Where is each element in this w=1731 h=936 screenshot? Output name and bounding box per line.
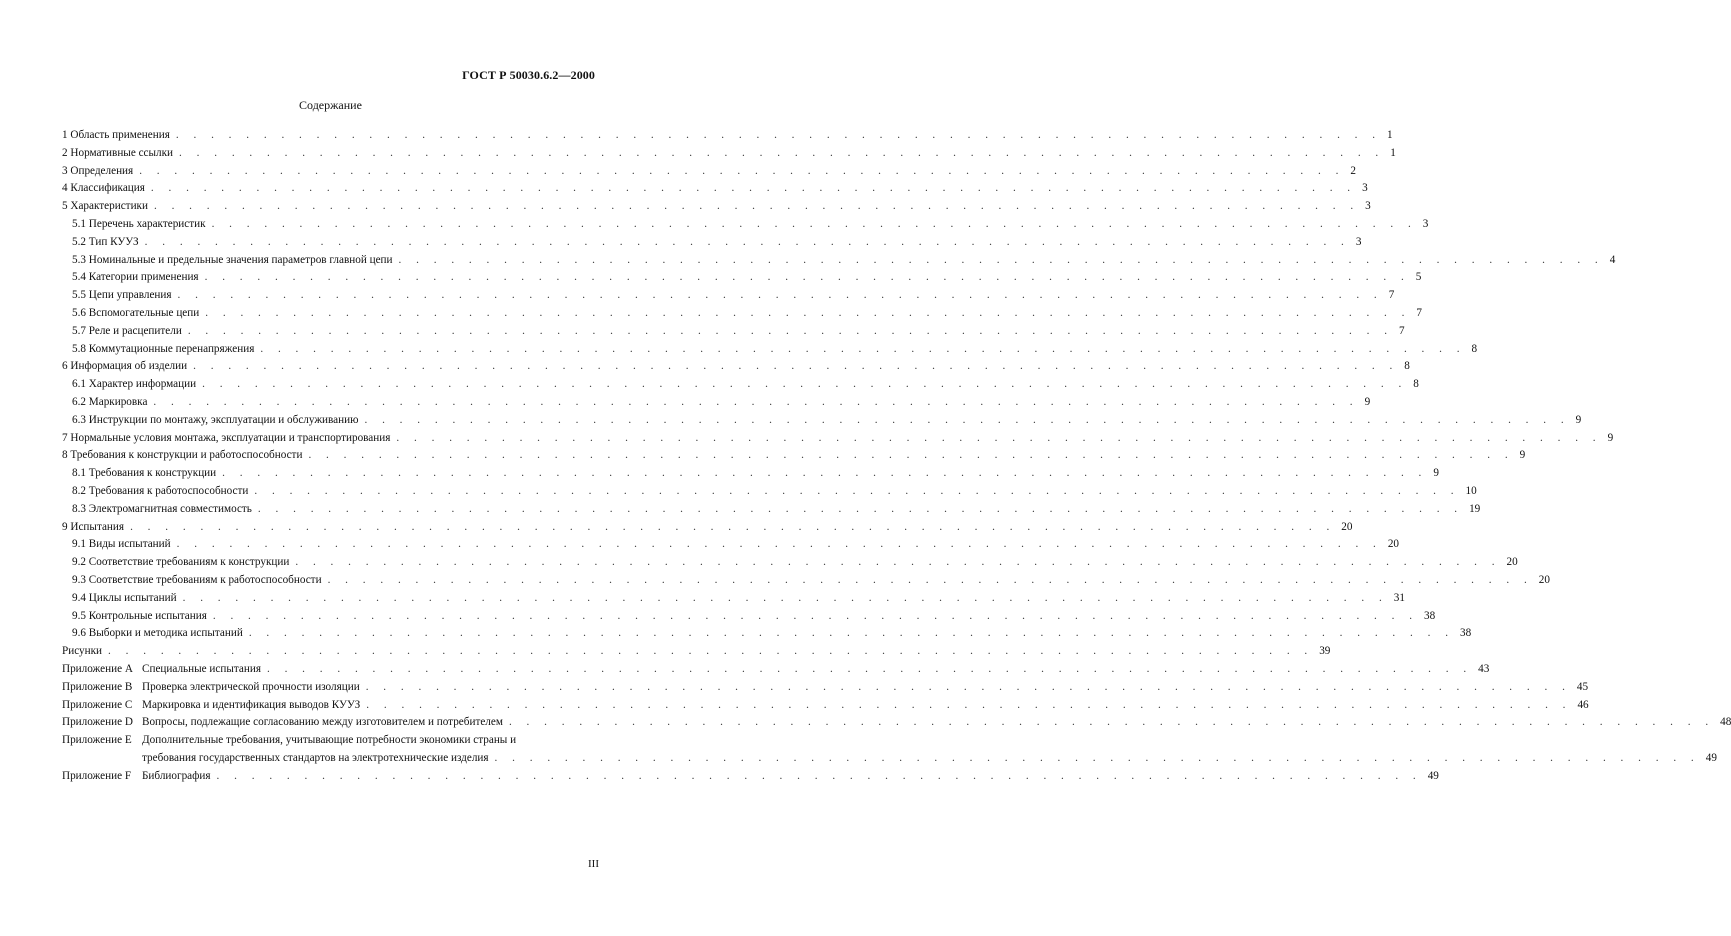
toc-entry-label: 4 Классификация [62, 182, 145, 195]
toc-entry[interactable] [62, 252, 1616, 270]
toc-entry[interactable] [62, 501, 1481, 519]
dot-leader: . . . . . . . . . . . . . . . . . . . . . . . . . . . . . . . . . . . . . . . . . . . . . . . . . . . . . . . . . . . . . . . . . . . . . [176, 538, 1382, 551]
toc-entry-page: 9 [1364, 395, 1371, 408]
toc-entry-page: 20 [1387, 538, 1400, 551]
toc-entry-page: 20 [1506, 556, 1518, 569]
toc-entry-page: 3 [1422, 217, 1429, 230]
dot-leader: . . . . . . . . . . . . . . . . . . . . . . . . . . . . . . . . . . . . . . . . . . . . . . . . . . . . . . . . . . . . . . . . . . . . . [266, 662, 1473, 675]
toc-entry-label: 8.1 Требования к конструкции [72, 467, 217, 480]
dot-leader: . . . . . . . . . . . . . . . . . . . . . . . . . . . . . . . . . . . . . . . . . . . . . . . . . . . . . . . . . . . . . . . . . . . . . [257, 502, 1464, 515]
toc-entry[interactable] [62, 643, 1331, 661]
toc-entry-page: 7 [1399, 324, 1405, 337]
dot-leader: . . . . . . . . . . . . . . . . . . . . . . . . . . . . . . . . . . . . . . . . . . . . . . . . . . . . . . . . . . . . . . . . . . . . . [130, 520, 1336, 533]
dot-leader: . . . . . . . . . . . . . . . . . . . . . . . . . . . . . . . . . . . . . . . . . . . . . . . . . . . . . . . . . . . . . . . . . . . . . [494, 751, 1700, 764]
dot-leader: . . . . . . . . . . . . . . . . . . . . . . . . . . . . . . . . . . . . . . . . . . . . . . . . . . . . . . . . . . . . . . . . . . . . . [308, 449, 1514, 462]
toc-entry-page: 7 [1388, 289, 1395, 302]
toc-entry[interactable] [62, 590, 1405, 608]
appendix-page: 45 [1576, 680, 1589, 693]
toc-entry[interactable] [62, 234, 1362, 252]
toc-entry-page: 4 [1609, 253, 1616, 266]
dot-leader: . . . . . . . . . . . . . . . . . . . . . . . . . . . . . . . . . . . . . . . . . . . . . . . . . . . . . . . . . . . . . . . . . . . . . [212, 609, 1419, 622]
toc-entry-label: 5.5 Цепи управления [72, 289, 172, 302]
toc-entry[interactable] [62, 714, 1731, 732]
toc-entry[interactable] [62, 519, 1353, 537]
toc-entry[interactable] [62, 394, 1371, 412]
toc-entry-page: 8 [1404, 360, 1410, 373]
toc-entry-page: 7 [1416, 306, 1423, 319]
toc-entry-label: 5.7 Реле и расцепители [72, 324, 182, 337]
toc-entry[interactable] [62, 483, 1477, 501]
toc-entry[interactable] [62, 697, 1589, 715]
toc-entry-label: 9.5 Контрольные испытания [72, 609, 207, 622]
toc-entry[interactable] [62, 661, 1490, 679]
toc-entry-page: 5 [1415, 271, 1422, 284]
appendix-page: 49 [1705, 751, 1717, 764]
toc-entry[interactable] [62, 750, 1717, 768]
toc-entry-label: 9.1 Виды испытаний [72, 538, 171, 551]
dot-leader: . . . . . . . . . . . . . . . . . . . . . . . . . . . . . . . . . . . . . . . . . . . . . . . . . . . . . . . . . . . . . . . . . . . . . [175, 129, 1382, 141]
dot-leader: . . . . . . . . . . . . . . . . . . . . . . . . . . . . . . . . . . . . . . . . . . . . . . . . . . . . . . . . . . . . . . . . . . . . . [150, 182, 1357, 195]
toc-entry-page: 20 [1538, 573, 1550, 586]
toc-entry-page: 9 [1607, 431, 1614, 444]
dot-leader: . . . . . . . . . . . . . . . . . . . . . . . . . . . . . . . . . . . . . . . . . . . . . . . . . . . . . . . . . . . . . . . . . . . . . [366, 698, 1572, 711]
dot-leader: . . . . . . . . . . . . . . . . . . . . . . . . . . . . . . . . . . . . . . . . . . . . . . . . . . . . . . . . . . . . . . . . . . . . . [248, 627, 1454, 640]
toc-entry-page: 3 [1362, 182, 1368, 195]
appendix-label: Вопросы, подлежащие согласованию между изготовителем и потребителем [142, 716, 503, 729]
toc-entry[interactable] [62, 465, 1439, 483]
toc-entry-page: 39 [1319, 645, 1331, 658]
toc-entry[interactable] [62, 198, 1371, 216]
toc-entry-label: 9.4 Циклы испытаний [72, 591, 177, 604]
toc-entry-label: 7 Нормальные условия монтажа, эксплуатации и транспортирования [62, 431, 391, 444]
dot-leader: . . . . . . . . . . . . . . . . . . . . . . . . . . . . . . . . . . . . . . . . . . . . . . . . . . . . . . . . . . . . . . . . . . . . . [108, 645, 1314, 658]
toc-entry-page: 1 [1390, 146, 1396, 159]
toc-entry[interactable] [62, 341, 1478, 359]
dot-leader: . . . . . . . . . . . . . . . . . . . . . . . . . . . . . . . . . . . . . . . . . . . . . . . . . . . . . . . . . . . . . . . . . . . . . [153, 395, 1359, 408]
toc-entry-page: 9 [1433, 467, 1439, 480]
toc-entry-label: 9.6 Выборки и методика испытаний [72, 627, 243, 640]
toc-entry-page: 38 [1424, 609, 1436, 622]
toc-entry-label: 5 Характеристики [62, 200, 148, 213]
dot-leader: . . . . . . . . . . . . . . . . . . . . . . . . . . . . . . . . . . . . . . . . . . . . . . . . . . . . . . . . . . . . . . . . . . . . . [364, 413, 1570, 426]
toc-entry[interactable] [62, 323, 1405, 341]
toc-entry-label: 5.4 Категории применения [72, 271, 199, 284]
dot-leader: . . . . . . . . . . . . . . . . . . . . . . . . . . . . . . . . . . . . . . . . . . . . . . . . . . . . . . . . . . . . . . . . . . . . . [327, 573, 1533, 586]
toc-entry-label: 9 Испытания [62, 520, 125, 533]
toc-entry[interactable] [62, 572, 1550, 590]
toc-entry-label: 2 Нормативные ссылки [62, 146, 174, 159]
dot-leader: . . . . . . . . . . . . . . . . . . . . . . . . . . . . . . . . . . . . . . . . . . . . . . . . . . . . . . . . . . . . . . . . . . . . . [179, 146, 1385, 159]
toc-entry-page: 3 [1365, 200, 1371, 213]
dot-leader: . . . . . . . . . . . . . . . . . . . . . . . . . . . . . . . . . . . . . . . . . . . . . . . . . . . . . . . . . . . . . . . . . . . . . [193, 360, 1399, 373]
toc-entry[interactable] [62, 412, 1582, 430]
toc-entry-label: 1 Область применения [62, 129, 170, 141]
appendix-label: Библиография [142, 769, 211, 782]
appendix-page: 43 [1478, 662, 1490, 675]
appendix-label: Специальные испытания [142, 662, 261, 675]
dot-leader: . . . . . . . . . . . . . . . . . . . . . . . . . . . . . . . . . . . . . . . . . . . . . . . . . . . . . . . . . . . . . . . . . . . . . [182, 591, 1388, 604]
appendix-page: 46 [1577, 698, 1589, 711]
toc-entry-label: 5.6 Вспомогательные цепи [72, 306, 200, 319]
toc-entry-page: 8 [1471, 342, 1478, 355]
appendix-prefix: Приложение А [62, 662, 133, 675]
dot-leader: . . . . . . . . . . . . . . . . . . . . . . . . . . . . . . . . . . . . . . . . . . . . . . . . . . . . . . . . . . . . . . . . . . . . . [396, 431, 1602, 444]
toc-entry-label: 6.2 Маркировка [72, 395, 148, 408]
appendix-prefix: Приложение F [62, 769, 132, 782]
appendix-label: Дополнительные требования, учитывающие потребности экономики страны и [142, 734, 517, 747]
toc-entry[interactable] [62, 536, 1400, 554]
dot-leader: . . . . . . . . . . . . . . . . . . . . . . . . . . . . . . . . . . . . . . . . . . . . . . . . . . . . . . . . . . . . . . . . . . . . . [508, 716, 1715, 729]
page-number: III [588, 858, 599, 870]
toc-title: Содержание [299, 98, 362, 112]
appendix-prefix: Приложение D [62, 716, 133, 729]
toc-entry-label: 8.2 Требования к работоспособности [72, 484, 249, 497]
toc-entry-page: 31 [1393, 591, 1405, 604]
appendix-prefix: Приложение В [62, 680, 133, 693]
dot-leader: . . . . . . . . . . . . . . . . . . . . . . . . . . . . . . . . . . . . . . . . . . . . . . . . . . . . . . . . . . . . . . . . . . . . . [295, 556, 1501, 569]
appendix-prefix: Приложение Е [62, 734, 132, 747]
toc-entry-label: 8 Требования к конструкции и работоспособности [62, 449, 303, 462]
dot-leader: . . . . . . . . . . . . . . . . . . . . . . . . . . . . . . . . . . . . . . . . . . . . . . . . . . . . . . . . . . . . . . . . . . . . . [204, 271, 1410, 284]
toc-entry-label: 9.3 Соответствие требованиям к работоспособности [72, 573, 322, 586]
toc-entry-page: 9 [1575, 413, 1582, 426]
toc-entry[interactable] [62, 447, 1526, 465]
appendix-page: 48 [1720, 716, 1731, 729]
appendix-prefix: Приложение С [62, 698, 133, 711]
table-of-contents [62, 127, 1731, 785]
toc-entry-label: 5.1 Перечень характеристик [72, 217, 206, 230]
toc-entry-page: 2 [1350, 164, 1356, 177]
dot-leader: . . . . . . . . . . . . . . . . . . . . . . . . . . . . . . . . . . . . . . . . . . . . . . . . . . . . . . . . . . . . . . . . . . . . . [222, 467, 1428, 480]
toc-entry[interactable] [62, 608, 1436, 626]
appendix-label: Маркировка и идентификация выводов КУУЗ [142, 698, 361, 711]
document-code: ГОСТ Р 50030.6.2—2000 [462, 68, 595, 82]
appendix-continuation: требования государственных стандартов на электротехнические изделия [142, 751, 489, 764]
toc-entry[interactable] [62, 216, 1429, 234]
toc-entry[interactable] [62, 430, 1614, 448]
dot-leader: . . . . . . . . . . . . . . . . . . . . . . . . . . . . . . . . . . . . . . . . . . . . . . . . . . . . . . . . . . . . . . . . . . . . . [202, 378, 1408, 391]
toc-entry[interactable] [62, 768, 1439, 786]
dot-leader: . . . . . . . . . . . . . . . . . . . . . . . . . . . . . . . . . . . . . . . . . . . . . . . . . . . . . . . . . . . . . . . . . . . . . [205, 306, 1411, 319]
dot-leader: . . . . . . . . . . . . . . . . . . . . . . . . . . . . . . . . . . . . . . . . . . . . . . . . . . . . . . . . . . . . . . . . . . . . . [260, 342, 1466, 355]
dot-leader: . . . . . . . . . . . . . . . . . . . . . . . . . . . . . . . . . . . . . . . . . . . . . . . . . . . . . . . . . . . . . . . . . . . . . [211, 217, 1417, 230]
toc-entry[interactable] [62, 554, 1518, 572]
toc-entry-label: 6.1 Характер информации [72, 378, 197, 391]
toc-entry-page: 20 [1341, 520, 1353, 533]
dot-leader: . . . . . . . . . . . . . . . . . . . . . . . . . . . . . . . . . . . . . . . . . . . . . . . . . . . . . . . . . . . . . . . . . . . . . [177, 289, 1383, 302]
toc-entry-page: 19 [1469, 502, 1481, 515]
dot-leader: . . . . . . . . . . . . . . . . . . . . . . . . . . . . . . . . . . . . . . . . . . . . . . . . . . . . . . . . . . . . . . . . . . . . . [365, 680, 1571, 693]
toc-entry[interactable] [62, 287, 1395, 305]
toc-entry[interactable] [62, 145, 1396, 163]
toc-entry-label: 5.2 Тип КУУЗ [72, 235, 139, 248]
toc-entry-page: 3 [1355, 235, 1362, 248]
dot-leader: . . . . . . . . . . . . . . . . . . . . . . . . . . . . . . . . . . . . . . . . . . . . . . . . . . . . . . . . . . . . . . . . . . . . . [153, 200, 1360, 213]
toc-entry-label: 6 Информация об изделии [62, 360, 188, 373]
appendix-label: Проверка электрической прочности изоляции [142, 680, 360, 693]
toc-entry-page: 9 [1519, 449, 1526, 462]
toc-entry-label: 3 Определения [62, 164, 134, 177]
toc-entry-label: 5.3 Номинальные и предельные значения параметров главной цепи [72, 253, 393, 266]
toc-entry[interactable] [62, 127, 1393, 145]
dot-leader: . . . . . . . . . . . . . . . . . . . . . . . . . . . . . . . . . . . . . . . . . . . . . . . . . . . . . . . . . . . . . . . . . . . . . [254, 484, 1460, 497]
dot-leader: . . . . . . . . . . . . . . . . . . . . . . . . . . . . . . . . . . . . . . . . . . . . . . . . . . . . . . . . . . . . . . . . . . . . . [144, 235, 1350, 248]
toc-entry[interactable] [62, 625, 1472, 643]
toc-entry-label: 5.8 Коммутационные перенапряжения [72, 342, 255, 355]
toc-entry[interactable] [62, 180, 1368, 198]
toc-entry[interactable] [62, 305, 1423, 323]
toc-entry-label: 9.2 Соответствие требованиям к конструкции [72, 556, 290, 569]
toc-entry[interactable] [62, 376, 1419, 394]
toc-entry[interactable] [62, 358, 1410, 376]
toc-entry[interactable] [62, 163, 1356, 181]
toc-entry-page: 10 [1465, 484, 1477, 497]
dot-leader: . . . . . . . . . . . . . . . . . . . . . . . . . . . . . . . . . . . . . . . . . . . . . . . . . . . . . . . . . . . . . . . . . . . . . [187, 324, 1393, 337]
toc-entry-page: 1 [1387, 129, 1393, 141]
toc-entry[interactable] [62, 679, 1589, 697]
dot-leader: . . . . . . . . . . . . . . . . . . . . . . . . . . . . . . . . . . . . . . . . . . . . . . . . . . . . . . . . . . . . . . . . . . . . . [139, 164, 1345, 177]
toc-entry-page: 38 [1460, 627, 1472, 640]
dot-leader: . . . . . . . . . . . . . . . . . . . . . . . . . . . . . . . . . . . . . . . . . . . . . . . . . . . . . . . . . . . . . . . . . . . . . [216, 769, 1422, 782]
toc-entry-page: 8 [1413, 378, 1419, 391]
appendix-page: 49 [1427, 769, 1439, 782]
toc-entry-label: 8.3 Электромагнитная совместимость [72, 502, 252, 515]
dot-leader: . . . . . . . . . . . . . . . . . . . . . . . . . . . . . . . . . . . . . . . . . . . . . . . . . . . . . . . . . . . . . . . . . . . . . [398, 253, 1604, 266]
toc-entry[interactable] [62, 269, 1422, 287]
toc-entry-label: Рисунки [62, 645, 103, 658]
toc-entry[interactable] [62, 732, 600, 750]
toc-entry-label: 6.3 Инструкции по монтажу, эксплуатации и обслуживанию [72, 413, 359, 426]
